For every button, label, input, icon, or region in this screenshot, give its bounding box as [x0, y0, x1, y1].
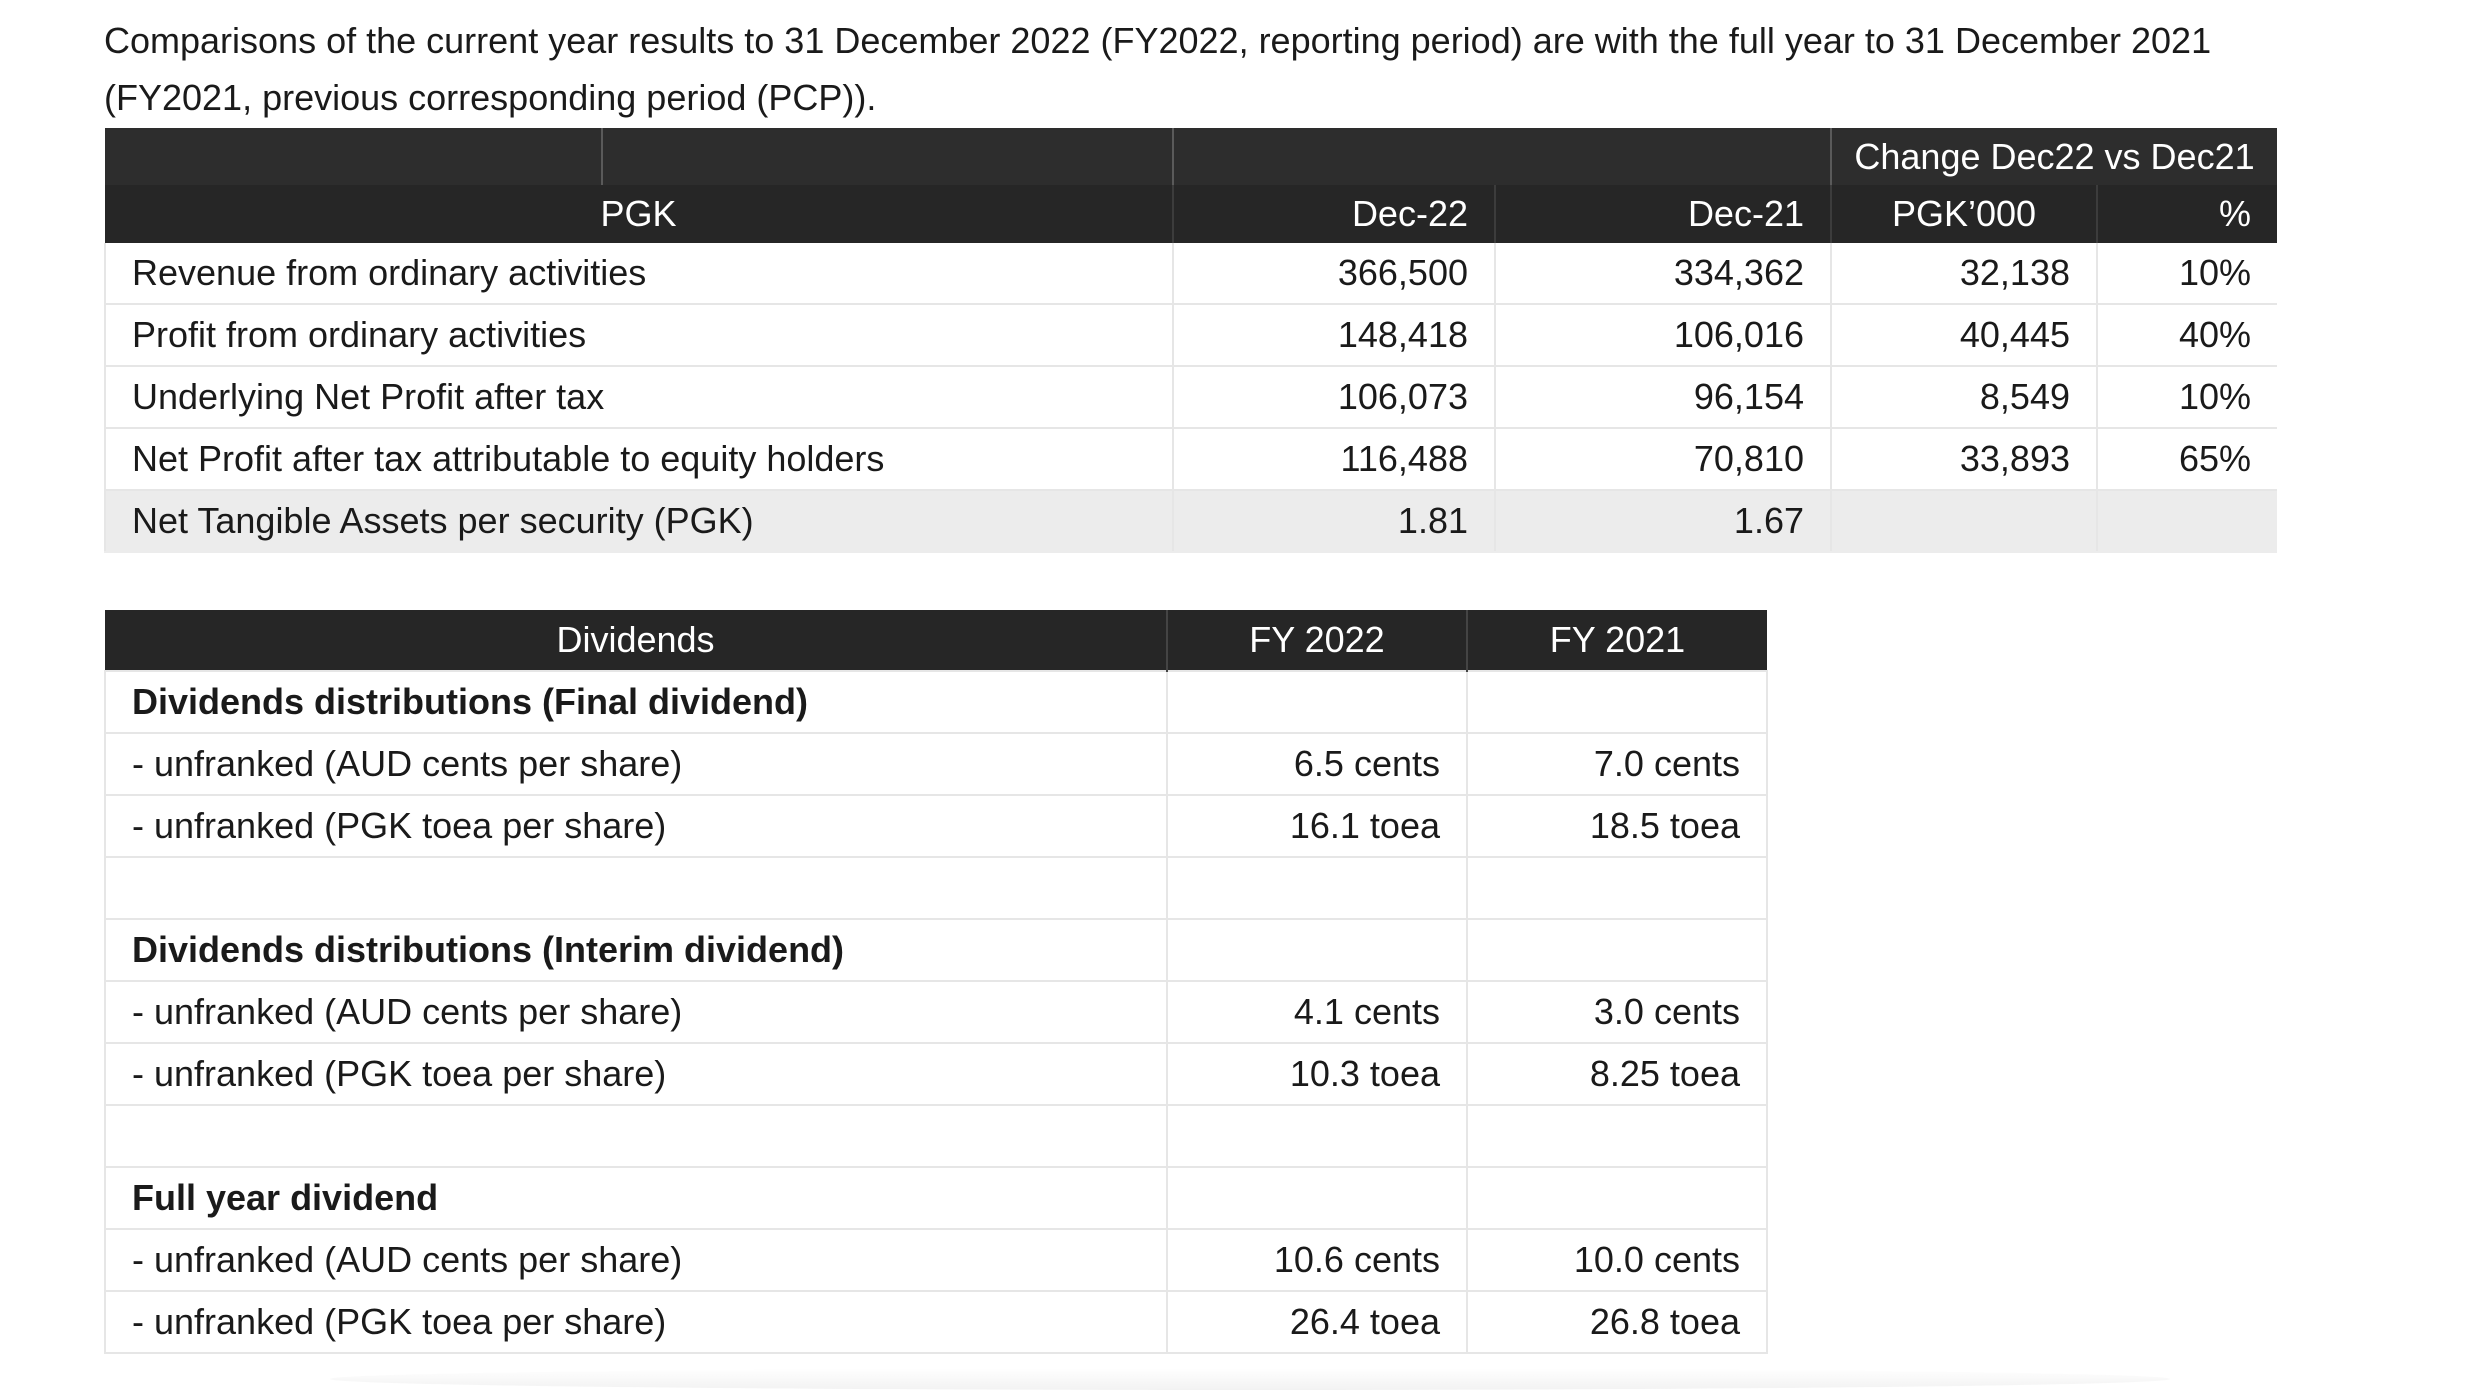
cell-fy2021 — [1467, 857, 1767, 919]
table-row — [105, 428, 2277, 490]
cell-fy2021 — [1467, 671, 1767, 733]
row-label: - unfranked (AUD cents per share) — [105, 1229, 1167, 1291]
col-header-percent: % — [2097, 185, 2277, 243]
cell-percent: 40% — [2097, 304, 2277, 366]
results-header-group-row — [105, 128, 2277, 185]
cell-fy2022: 10.3 toea — [1167, 1043, 1467, 1105]
cell-dec22: 1.81 — [1173, 490, 1495, 552]
dividends-table — [104, 610, 1768, 1354]
col-header-dec21: Dec-21 — [1495, 185, 1831, 243]
cell-fy2022: 10.6 cents — [1167, 1229, 1467, 1291]
cell-fy2022 — [1167, 671, 1467, 733]
cell-dec21: 1.67 — [1495, 490, 1831, 552]
cell-dec22: 366,500 — [1173, 243, 1495, 304]
cell-fy2021 — [1467, 1167, 1767, 1229]
cell-fy2022 — [1167, 1105, 1467, 1167]
cell-percent: 65% — [2097, 428, 2277, 490]
section-label: Full year dividend — [105, 1167, 1167, 1229]
cell-change: 33,893 — [1831, 428, 2097, 490]
cell-dec21: 70,810 — [1495, 428, 1831, 490]
results-header-blank — [105, 128, 1173, 185]
cell-fy2021: 18.5 toea — [1467, 795, 1767, 857]
cell-dec21: 334,362 — [1495, 243, 1831, 304]
intro-line-2: (FY2021, previous corresponding period (PCP)). — [104, 77, 877, 118]
row-label: - unfranked (AUD cents per share) — [105, 981, 1167, 1043]
cell-fy2022: 16.1 toea — [1167, 795, 1467, 857]
cell-fy2021: 10.0 cents — [1467, 1229, 1767, 1291]
table-row — [105, 1043, 1767, 1105]
table-row — [105, 243, 2277, 304]
col-header-dividends: Dividends — [105, 610, 1167, 671]
cell-fy2021: 26.8 toea — [1467, 1291, 1767, 1353]
cell-change: 8,549 — [1831, 366, 2097, 428]
row-label — [105, 1105, 1167, 1167]
cell-fy2021: 7.0 cents — [1467, 733, 1767, 795]
col-header-fy2021: FY 2021 — [1467, 610, 1767, 671]
change-header: Change Dec22 vs Dec21 — [1831, 128, 2277, 185]
cell-dec21: 106,016 — [1495, 304, 1831, 366]
results-table — [104, 128, 2277, 553]
intro-line-1: Comparisons of the current year results to 31 December 2022 (FY2022, reporting period) are with the full year to 31 December 2021 — [104, 20, 2212, 61]
section-label: Dividends distributions (Final dividend) — [105, 671, 1167, 733]
table-row — [105, 795, 1767, 857]
cell-percent: 10% — [2097, 243, 2277, 304]
cell-change: 32,138 — [1831, 243, 2097, 304]
row-label: - unfranked (PGK toea per share) — [105, 1043, 1167, 1105]
row-label: - unfranked (AUD cents per share) — [105, 733, 1167, 795]
table-row — [105, 919, 1767, 981]
table-row — [105, 1105, 1767, 1167]
cell-fy2021 — [1467, 1105, 1767, 1167]
row-label: Profit from ordinary activities — [105, 304, 1173, 366]
intro-paragraph — [104, 12, 2404, 126]
cell-dec22: 148,418 — [1173, 304, 1495, 366]
table-row — [105, 490, 2277, 552]
results-header-blank-values — [1173, 128, 1831, 185]
row-label: Net Profit after tax attributable to equity holders — [105, 428, 1173, 490]
row-label: - unfranked (PGK toea per share) — [105, 1291, 1167, 1353]
cell-fy2021: 8.25 toea — [1467, 1043, 1767, 1105]
row-label — [105, 857, 1167, 919]
cell-dec21: 96,154 — [1495, 366, 1831, 428]
row-label: Revenue from ordinary activities — [105, 243, 1173, 304]
table-row — [105, 1229, 1767, 1291]
cell-percent — [2097, 490, 2277, 552]
table-row — [105, 857, 1767, 919]
results-header-row — [105, 185, 2277, 243]
cell-fy2022 — [1167, 919, 1467, 981]
cell-fy2021: 3.0 cents — [1467, 981, 1767, 1043]
table-row — [105, 304, 2277, 366]
cell-dec22: 106,073 — [1173, 366, 1495, 428]
dividends-header-row — [105, 610, 1767, 671]
row-label: - unfranked (PGK toea per share) — [105, 795, 1167, 857]
row-label: Underlying Net Profit after tax — [105, 366, 1173, 428]
cell-fy2022: 4.1 cents — [1167, 981, 1467, 1043]
section-label: Dividends distributions (Interim dividend) — [105, 919, 1167, 981]
table-row — [105, 366, 2277, 428]
cell-fy2022: 6.5 cents — [1167, 733, 1467, 795]
table-row — [105, 671, 1767, 733]
row-label: Net Tangible Assets per security (PGK) — [105, 490, 1173, 552]
col-header-dec22: Dec-22 — [1173, 185, 1495, 243]
col-header-fy2022: FY 2022 — [1167, 610, 1467, 671]
table-row — [105, 733, 1767, 795]
page-bottom-shadow — [330, 1368, 2170, 1390]
cell-fy2021 — [1467, 919, 1767, 981]
table-row — [105, 1167, 1767, 1229]
table-row — [105, 1291, 1767, 1353]
col-header-pgk: PGK — [105, 185, 1173, 243]
cell-fy2022: 26.4 toea — [1167, 1291, 1467, 1353]
cell-change: 40,445 — [1831, 304, 2097, 366]
cell-percent: 10% — [2097, 366, 2277, 428]
cell-fy2022 — [1167, 1167, 1467, 1229]
table-row — [105, 981, 1767, 1043]
cell-fy2022 — [1167, 857, 1467, 919]
col-header-pgk000: PGK’000 — [1831, 185, 2097, 243]
cell-change — [1831, 490, 2097, 552]
cell-dec22: 116,488 — [1173, 428, 1495, 490]
